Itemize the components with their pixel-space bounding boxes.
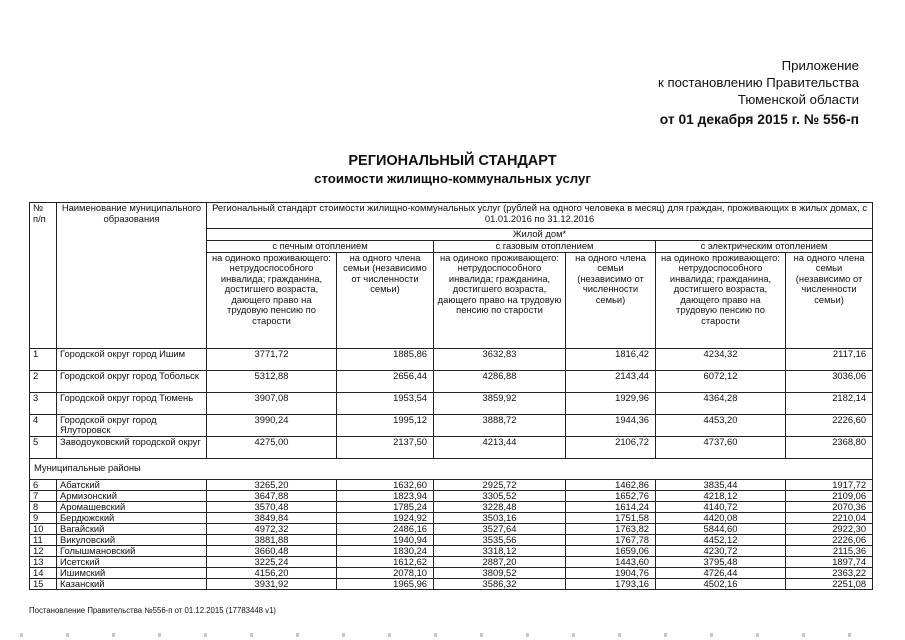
cost-value: 3570,48 (207, 501, 337, 512)
cost-value: 3881,88 (207, 534, 337, 545)
cost-value: 3771,72 (207, 348, 337, 370)
cost-value: 1612,62 (337, 557, 434, 568)
cost-value: 1995,12 (337, 414, 434, 436)
cost-value: 1929,96 (566, 392, 656, 414)
cost-value: 4452,12 (656, 534, 786, 545)
cost-value: 3265,20 (207, 479, 337, 490)
cost-value: 4140,72 (656, 501, 786, 512)
cost-value: 1944,36 (566, 414, 656, 436)
scan-edge-strip (20, 633, 890, 637)
table-row (30, 392, 873, 414)
cost-value: 3228,48 (434, 501, 566, 512)
cost-value: 3535,56 (434, 534, 566, 545)
header-family-member: на одного члена семьи (независимо от численности семьи) (786, 252, 873, 348)
cost-value: 3586,32 (434, 579, 566, 590)
row-number: 3 (30, 392, 57, 414)
municipality-name: Городской округ город Тобольск (57, 370, 207, 392)
cost-value: 1614,24 (566, 501, 656, 512)
row-number: 14 (30, 568, 57, 579)
municipality-name: Ишимский (57, 568, 207, 579)
cost-value: 2887,20 (434, 557, 566, 568)
cost-value: 1965,96 (337, 579, 434, 590)
municipality-name: Казанский (57, 579, 207, 590)
cost-value: 3225,24 (207, 557, 337, 568)
row-number: 15 (30, 579, 57, 590)
row-number: 7 (30, 490, 57, 501)
cost-value: 1823,94 (337, 490, 434, 501)
row-number: 9 (30, 512, 57, 523)
cost-value: 2922,30 (786, 523, 873, 534)
cost-value: 2078,10 (337, 568, 434, 579)
group-row (30, 458, 873, 479)
table-row (30, 579, 873, 590)
cost-value: 1652,76 (566, 490, 656, 501)
footer-note: Постановление Правительства №556-п от 01.12.2015 (17783448 v1) (29, 606, 277, 615)
cost-value: 2368,80 (786, 436, 873, 458)
cost-value: 5844,60 (656, 523, 786, 534)
municipality-name: Вагайский (57, 523, 207, 534)
cost-value: 4230,72 (656, 546, 786, 557)
cost-value: 4213,44 (434, 436, 566, 458)
table-row (30, 479, 873, 490)
cost-value: 3503,16 (434, 512, 566, 523)
cost-value: 1904,76 (566, 568, 656, 579)
cost-value: 2486,16 (337, 523, 434, 534)
cost-value: 5312,88 (207, 370, 337, 392)
cost-value: 3990,24 (207, 414, 337, 436)
municipality-name: Голышмановский (57, 546, 207, 557)
cost-value: 1462,86 (566, 479, 656, 490)
table-row (30, 512, 873, 523)
table-row (30, 436, 873, 458)
cost-value: 2656,44 (337, 370, 434, 392)
cost-value: 2115,36 (786, 546, 873, 557)
cost-value: 2106,72 (566, 436, 656, 458)
header-municipality: Наименование муниципального образования (57, 203, 207, 349)
cost-value: 2251,08 (786, 579, 873, 590)
cost-value: 3888,72 (434, 414, 566, 436)
municipality-name: Исетский (57, 557, 207, 568)
municipality-name: Викуловский (57, 534, 207, 545)
table-row (30, 490, 873, 501)
cost-value: 3647,88 (207, 490, 337, 501)
cost-value: 3809,52 (434, 568, 566, 579)
cost-value: 1885,86 (337, 348, 434, 370)
header-single-person: на одиноко проживающего: нетрудоспособного инвалида; гражданина, достигшего возраста, дающего право на трудовую пенсию по старости (656, 252, 786, 348)
table-row (30, 568, 873, 579)
cost-value: 2226,60 (786, 414, 873, 436)
municipality-name: Абатский (57, 479, 207, 490)
cost-value: 4502,16 (656, 579, 786, 590)
group-label: Муниципальные районы (30, 458, 873, 479)
cost-value: 4286,88 (434, 370, 566, 392)
table-row (30, 348, 873, 370)
table-row (30, 414, 873, 436)
cost-value: 3849,84 (207, 512, 337, 523)
row-number: 12 (30, 546, 57, 557)
standard-table (29, 202, 873, 590)
row-number: 1 (30, 348, 57, 370)
appendix-header (559, 57, 859, 128)
municipality-name: Городской округ город Ишим (57, 348, 207, 370)
header-number: № п/п (30, 203, 57, 349)
header-standard-caption: Региональный стандарт стоимости жилищно-коммунальных услуг (рублей на одного человека в месяц) для граждан, проживающих в жилых домах, с 01.01.2016 по 31.12.2016 (207, 203, 873, 229)
row-number: 2 (30, 370, 57, 392)
header-single-person: на одиноко проживающего: нетрудоспособного инвалида; гражданина, достигшего возраста, дающего право на трудовую пенсию по старости (434, 252, 566, 348)
row-number: 13 (30, 557, 57, 568)
table-row (30, 557, 873, 568)
row-number: 8 (30, 501, 57, 512)
cost-value: 3036,06 (786, 370, 873, 392)
table-row (30, 370, 873, 392)
table-row (30, 546, 873, 557)
cost-value: 1816,42 (566, 348, 656, 370)
cost-value: 1659,06 (566, 546, 656, 557)
table-row (30, 534, 873, 545)
cost-value: 2117,16 (786, 348, 873, 370)
cost-value: 1940,94 (337, 534, 434, 545)
cost-value: 1897,74 (786, 557, 873, 568)
cost-value: 3835,44 (656, 479, 786, 490)
cost-value: 3859,92 (434, 392, 566, 414)
decree-reference: от 01 декабря 2015 г. № 556-п (659, 111, 859, 127)
header-electric-heating: с электрическим отоплением (656, 240, 873, 252)
header-family-member: на одного члена семьи (независимо от численности семьи) (337, 252, 434, 348)
cost-value: 4156,20 (207, 568, 337, 579)
cost-value: 1632,60 (337, 479, 434, 490)
row-number: 6 (30, 479, 57, 490)
cost-value: 2210,04 (786, 512, 873, 523)
cost-value: 4218,12 (656, 490, 786, 501)
municipality-name: Бердюжский (57, 512, 207, 523)
appendix-line: Приложение (781, 58, 859, 73)
cost-value: 6072,12 (656, 370, 786, 392)
table-row (30, 501, 873, 512)
cost-value: 3795,48 (656, 557, 786, 568)
cost-value: 1443,60 (566, 557, 656, 568)
cost-value: 1953,54 (337, 392, 434, 414)
municipality-name: Заводоуковский городской округ (57, 436, 207, 458)
header-gas-heating: с газовым отоплением (434, 240, 656, 252)
header-single-person: на одиноко проживающего: нетрудоспособного инвалида; гражданина, достигшего возраста, дающего право на трудовую пенсию по старости (207, 252, 337, 348)
row-number: 4 (30, 414, 57, 436)
cost-value: 2143,44 (566, 370, 656, 392)
cost-value: 4420,08 (656, 512, 786, 523)
row-number: 11 (30, 534, 57, 545)
cost-value: 2109,06 (786, 490, 873, 501)
cost-value: 3527,64 (434, 523, 566, 534)
cost-value: 1924,92 (337, 512, 434, 523)
document-subtitle: стоимости жилищно-коммунальных услуг (314, 171, 591, 186)
table-row (30, 523, 873, 534)
cost-value: 2226,06 (786, 534, 873, 545)
cost-value: 3305,52 (434, 490, 566, 501)
cost-value: 2070,36 (786, 501, 873, 512)
header-stove-heating: с печным отоплением (207, 240, 434, 252)
cost-value: 2137,50 (337, 436, 434, 458)
cost-value: 1793,16 (566, 579, 656, 590)
appendix-line: Тюменской области (737, 92, 859, 108)
cost-value: 2182,14 (786, 392, 873, 414)
header-house-type: Жилой дом* (207, 229, 873, 241)
document-title: РЕГИОНАЛЬНЫЙ СТАНДАРТ (348, 153, 557, 169)
cost-value: 1751,58 (566, 512, 656, 523)
cost-value: 1763,82 (566, 523, 656, 534)
cost-value: 3660,48 (207, 546, 337, 557)
cost-value: 3318,12 (434, 546, 566, 557)
cost-value: 1917,72 (786, 479, 873, 490)
municipality-name: Городской округ город Тюмень (57, 392, 207, 414)
cost-value: 4726,44 (656, 568, 786, 579)
cost-value: 1830,24 (337, 546, 434, 557)
cost-value: 4234,32 (656, 348, 786, 370)
row-number: 5 (30, 436, 57, 458)
cost-value: 4364,28 (656, 392, 786, 414)
cost-value: 3907,08 (207, 392, 337, 414)
municipality-name: Городской округ город Ялуторовск (57, 414, 207, 436)
municipality-name: Армизонский (57, 490, 207, 501)
cost-value: 3931,92 (207, 579, 337, 590)
cost-value: 4737,60 (656, 436, 786, 458)
municipality-name: Аромашевский (57, 501, 207, 512)
header-family-member: на одного члена семьи (независимо от численности семьи) (566, 252, 656, 348)
appendix-line: к постановлению Правительства (658, 75, 859, 91)
cost-value: 3632,83 (434, 348, 566, 370)
cost-value: 4972,32 (207, 523, 337, 534)
row-number: 10 (30, 523, 57, 534)
cost-value: 2363,22 (786, 568, 873, 579)
cost-value: 4453,20 (656, 414, 786, 436)
cost-value: 2925,72 (434, 479, 566, 490)
cost-value: 1785,24 (337, 501, 434, 512)
cost-value: 4275,00 (207, 436, 337, 458)
cost-value: 1767,78 (566, 534, 656, 545)
